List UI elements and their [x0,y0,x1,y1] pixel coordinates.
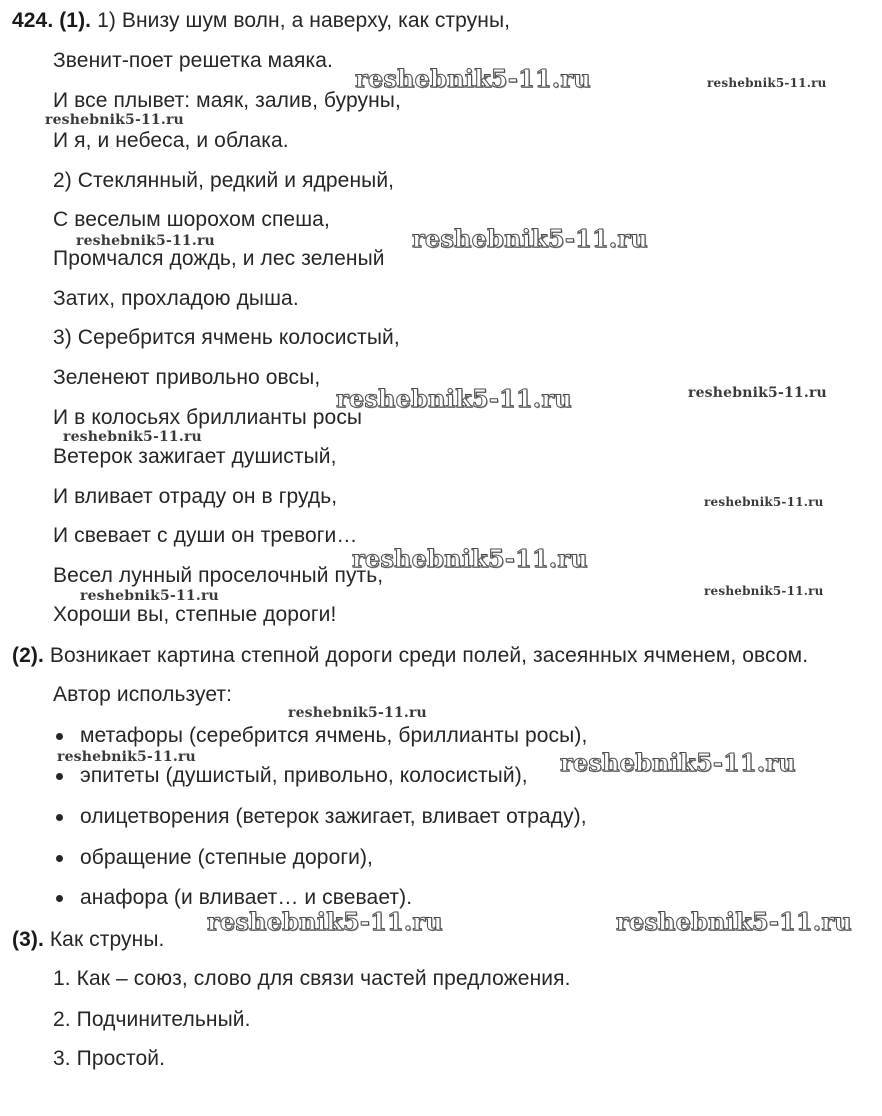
watermark: reshebnik5-11.ru [707,76,827,90]
watermark: reshebnik5-11.ru [57,749,196,765]
device-item-address: обращение (степные дороги), [80,846,373,869]
poem-line-3: И все плывет: маяк, залив, буруны, [53,89,401,112]
poem-line-2: Звенит-поет решетка маяка. [53,49,333,72]
watermark: reshebnik5-11.ru [288,705,427,721]
watermark: reshebnik5-11.ru [704,495,824,509]
poem-line-16: Хороши вы, степные дороги! [53,603,337,626]
watermark: reshebnik5-11.ru [336,384,572,413]
poem-line-9: 3) Серебрится ячмень колосистый, [53,326,400,349]
watermark: reshebnik5-11.ru [704,584,824,598]
watermark: reshebnik5-11.ru [688,385,827,401]
poem-line-10: Зеленеют привольно овсы, [53,366,321,389]
watermark: reshebnik5-11.ru [616,907,852,936]
poem-line-5: 2) Стеклянный, редкий и ядреный, [53,169,395,192]
part2-line [12,643,808,669]
poem-line-7: Промчался дождь, и лес зеленый [53,247,385,270]
watermark: reshebnik5-11.ru [352,544,588,573]
watermark: reshebnik5-11.ru [76,233,215,249]
poem-line-8: Затих, прохладою дыша. [53,287,299,310]
poem-line-11: И в колосьях бриллианты росы [53,406,363,429]
watermark: reshebnik5-11.ru [80,588,219,604]
poem-line-13: И вливает отраду он в грудь, [53,485,338,508]
bullet-dot [56,773,63,780]
part3-label: (3). [12,928,44,951]
part3-item-2: 2. Подчинительный. [53,1008,251,1031]
bullet-dot [56,814,63,821]
bullet-dot [56,733,63,740]
device-item-epithets: эпитеты (душистый, привольно, колосистый), [80,764,528,787]
poem-line-1: 1) Внизу шум волн, а наверху, как струны, [97,9,511,32]
watermark: reshebnik5-11.ru [63,429,202,445]
watermark: reshebnik5-11.ru [412,224,648,253]
bullet-dot [56,895,63,902]
part3-item-1: 1. Как – союз, слово для связи частей предложения. [53,967,571,990]
part2-intro: Автор использует: [53,683,233,706]
device-item-anaphora: анафора (и вливает… и свевает). [80,886,413,909]
poem-line-14: И свевает с души он тревоги… [53,524,358,547]
bullet-dot [56,855,63,862]
watermark: reshebnik5-11.ru [355,64,591,93]
watermark: reshebnik5-11.ru [560,748,796,777]
poem-line-6: С веселым шорохом спеша, [53,208,330,231]
task-number: 424. [12,9,54,32]
poem-line-12: Ветерок зажигает душистый, [53,445,337,468]
watermark: reshebnik5-11.ru [45,112,184,128]
device-item-personification: олицетворения (ветерок зажигает, вливает отраду), [80,805,587,828]
part2-text: Возникает картина степной дороги среди полей, засеянных ячменем, овсом. [49,644,809,667]
poem-line-4: И я, и небеса, и облака. [53,129,289,152]
task-heading-line [12,8,510,34]
part3-line [12,927,164,953]
poem-line-15: Весел лунный проселочный путь, [53,564,384,587]
device-item-metaphors: метафоры (серебрится ячмень, бриллианты росы), [80,724,588,747]
watermark: reshebnik5-11.ru [207,907,443,936]
part2-label: (2). [12,644,44,667]
part3-item-3: 3. Простой. [53,1047,166,1070]
part1-label: (1). [59,9,92,32]
part3-text: Как струны. [49,928,165,951]
